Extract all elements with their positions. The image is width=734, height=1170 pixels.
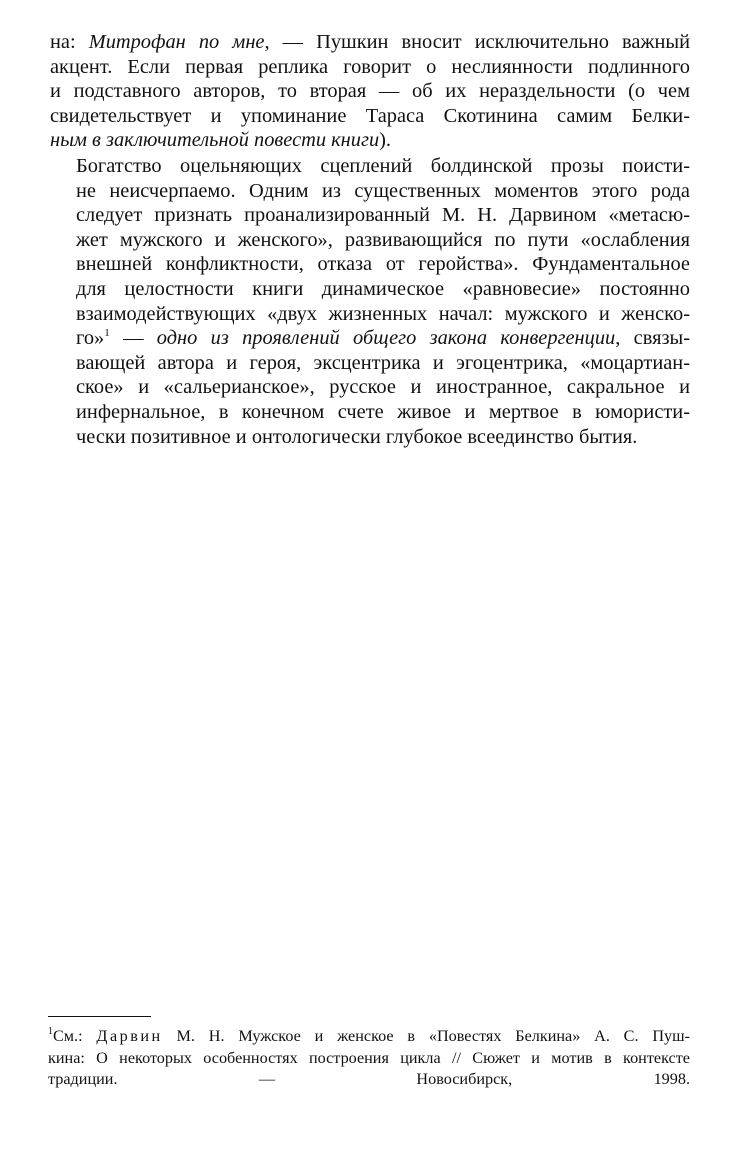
text-span: М. Н. Мужское и женское в «Повестях Белкина» А. С. Пуш-: [162, 1027, 690, 1045]
footnote-reference[interactable]: 1: [104, 327, 110, 340]
text-line: [50, 128, 690, 153]
footnote-marker: 1: [48, 1026, 53, 1037]
text-line: следует признать проанализированный М. Н. Дарвином «метасю-: [76, 204, 690, 227]
text-span: на:: [50, 31, 89, 53]
text-line: [50, 326, 690, 351]
text-span: —: [109, 327, 157, 350]
page-body: [50, 30, 690, 449]
text-line: свидетельствует и упоминание Тараса Скотинина самим Белки-: [50, 104, 690, 127]
footnote: [48, 1026, 690, 1091]
text-line: ское» и «сальерианское», русское и иностранное, сакральное и: [76, 376, 690, 399]
paragraph-2: [50, 154, 690, 449]
text-line: акцент. Если первая реплика говорит о неслиянности подлинного: [50, 55, 690, 78]
footnote-line: традиции. — Новосибирск, 1998.: [48, 1070, 690, 1088]
paragraph-1: [50, 30, 690, 153]
text-line: чески позитивное и онтологически глубокое всеединство бытия.: [76, 425, 638, 448]
text-line: Богатство оцельняющих сцеплений болдинской прозы поисти-: [76, 154, 690, 177]
text-span: , связы-: [615, 327, 690, 350]
italic-span: Митрофан по мне: [88, 31, 265, 53]
text-span: См.:: [53, 1027, 97, 1045]
text-line: и подставного авторов, то вторая — об их нераздельности (о чем: [50, 80, 690, 103]
text-line: не неисчерпаемо. Одним из существенных моментов этого рода: [76, 179, 690, 202]
text-line: инфернальное, в конечном счете живое и мертвое в юмористи-: [76, 400, 690, 423]
text-span: ).: [379, 129, 392, 152]
text-line: вающей автора и героя, эксцентрика и эгоцентрика, «моцартиан-: [76, 351, 690, 374]
footnote-separator: [48, 1016, 151, 1017]
footnote-line: кина: О некоторых особенностях построения цикла // Сюжет и мотив в контексте: [48, 1048, 690, 1067]
text-line: внешней конфликтности, отказа от геройства». Фундаментальное: [76, 253, 690, 276]
italic-span: одно из проявлений общего закона конвергенции: [156, 327, 616, 350]
author-name: Дарвин: [96, 1027, 163, 1045]
text-line: жет мужского и женского», развивающийся по пути «ослабления: [76, 228, 690, 251]
footnote-line: [48, 1026, 690, 1048]
italic-span: ным в заключительной повести книги: [50, 129, 380, 152]
text-line: для целостности книги динамическое «равновесие» постоянно: [76, 277, 690, 300]
text-span: го»: [76, 327, 105, 350]
text-line: [50, 30, 690, 55]
text-span: , — Пушкин вносит исключительно важный: [264, 31, 690, 53]
text-line: взаимодействующих «двух жизненных начал: мужского и женско-: [76, 302, 690, 325]
